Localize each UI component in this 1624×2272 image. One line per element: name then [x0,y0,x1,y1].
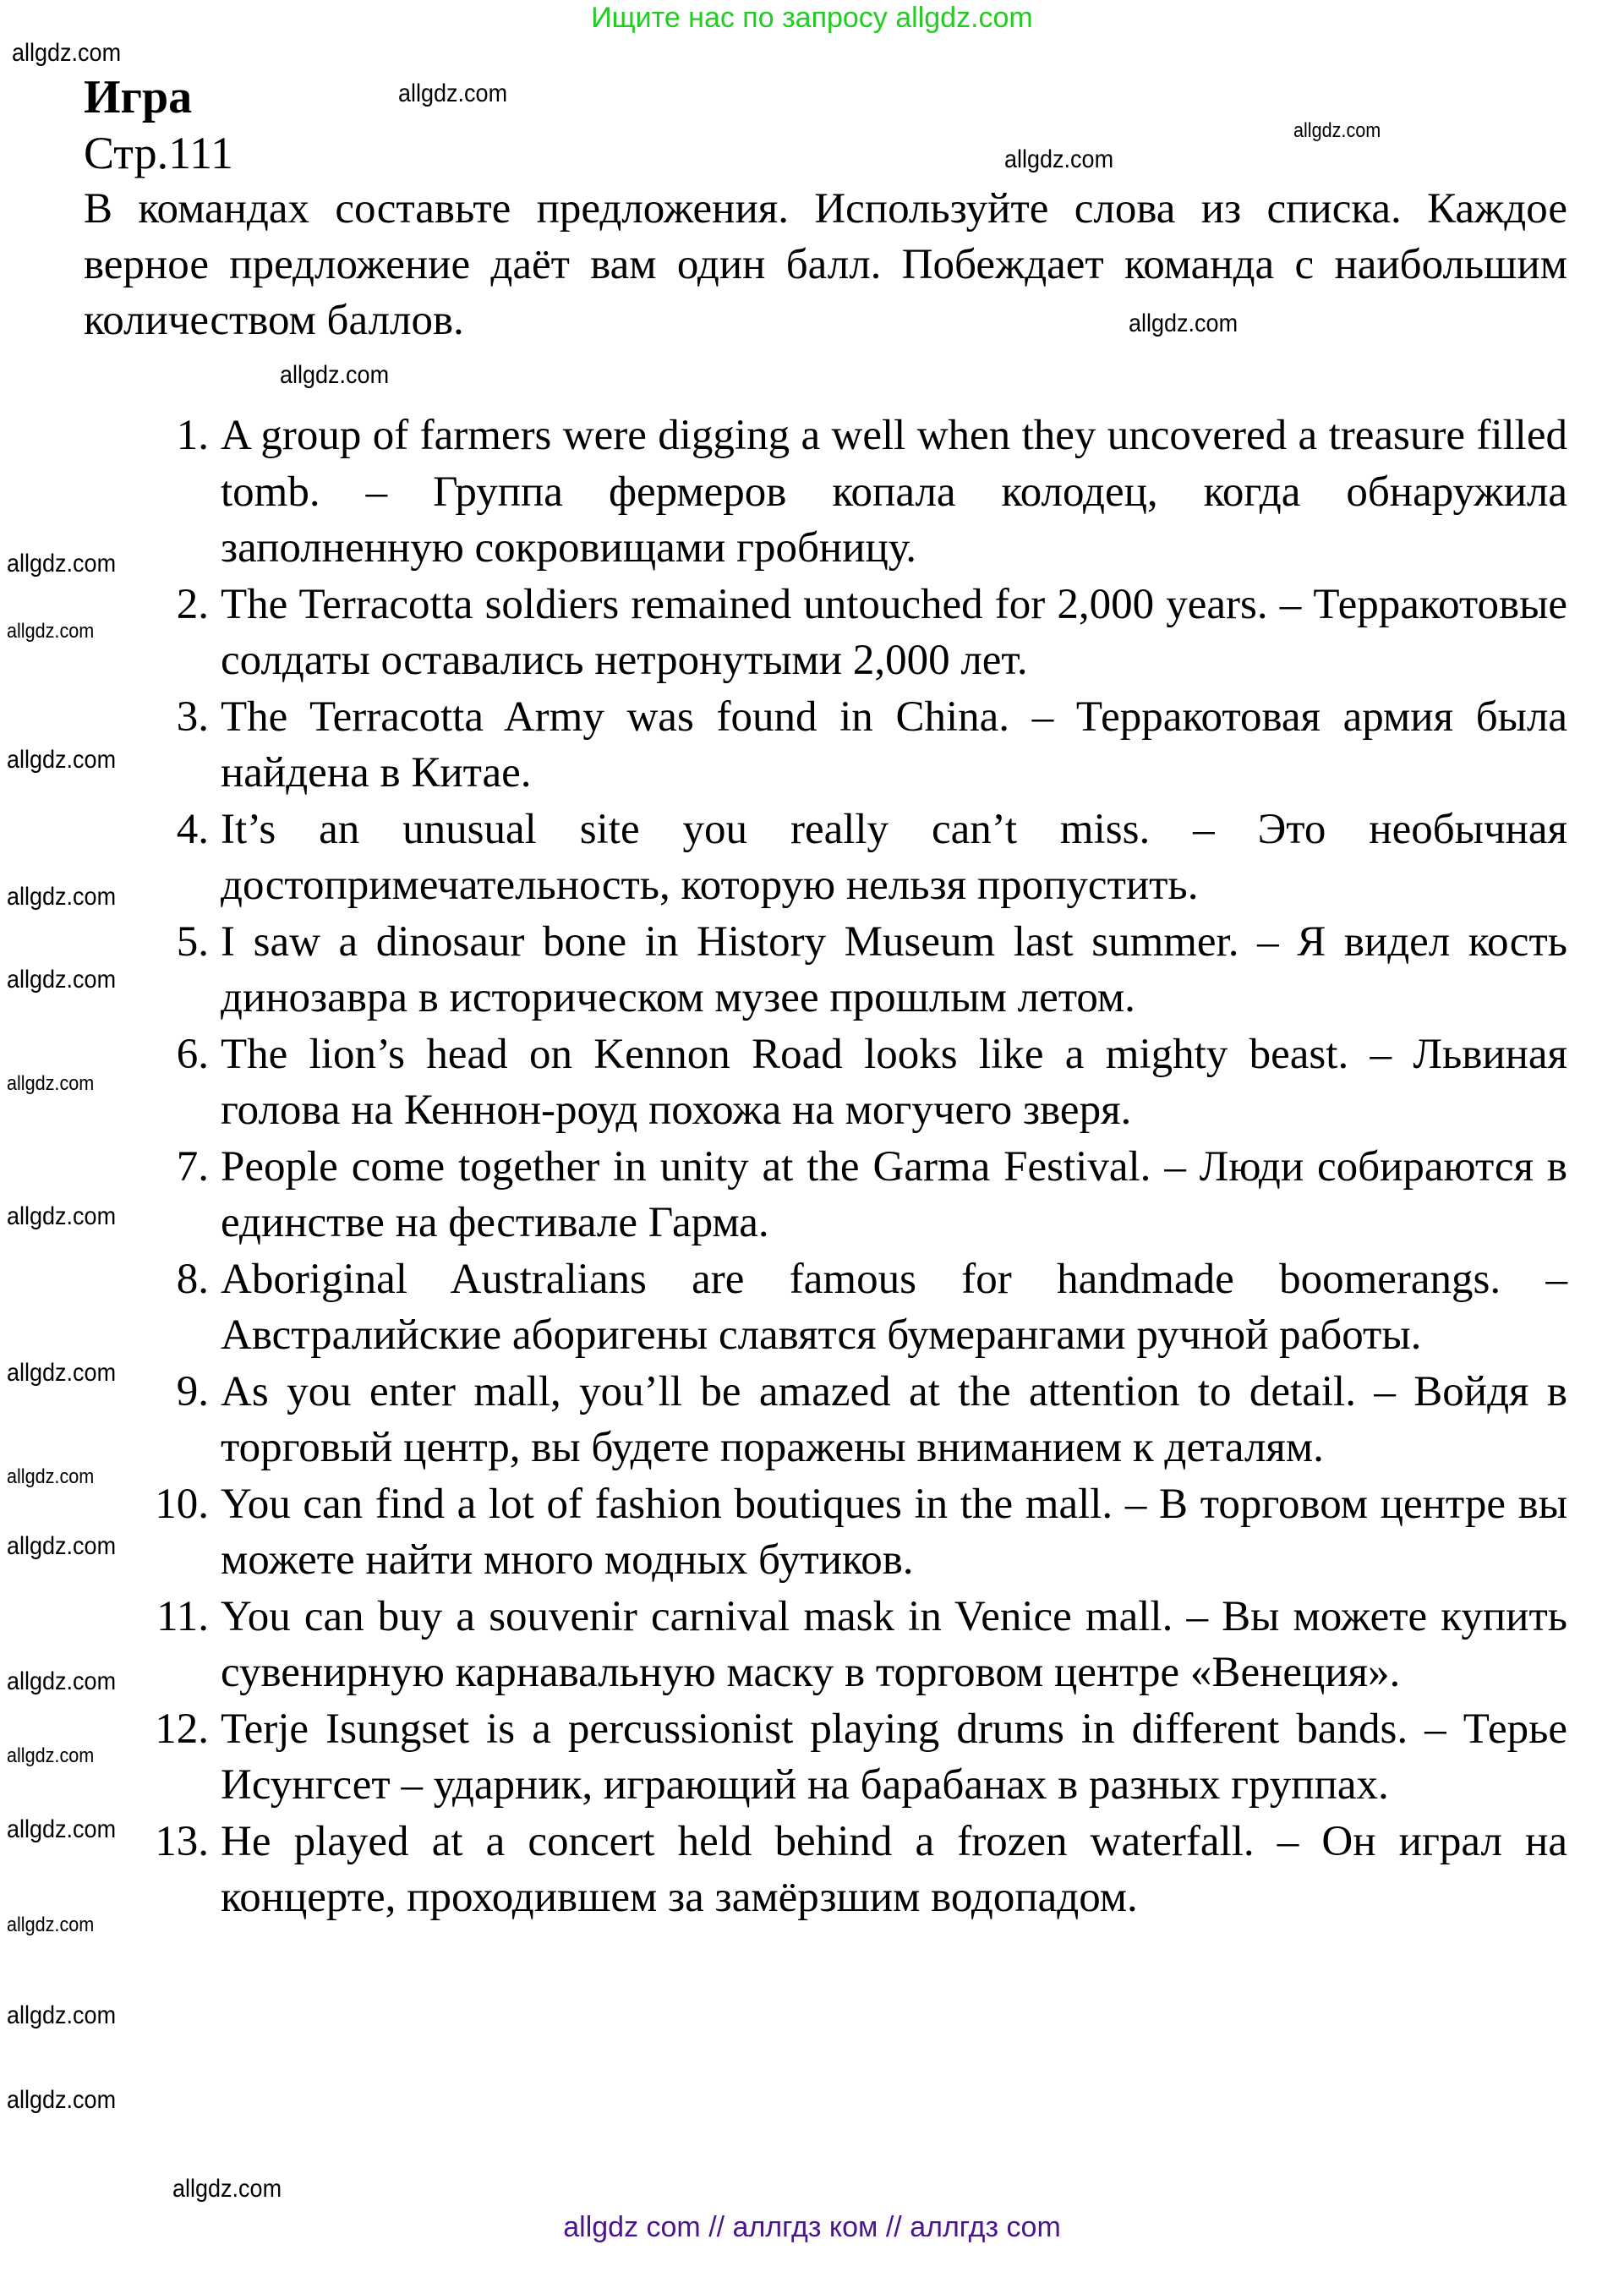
item-number: 1. [176,412,209,459]
item-text: It’s an unusual site you really can’t miss. – Это необычная достопримечательность, которую нельзя пропустить. [221,805,1567,909]
item-number: 3. [176,693,209,741]
list-item [84,577,1567,689]
watermark: allgdz.com [7,620,95,643]
item-text: People come together in unity at the Garma Festival. – Люди собираются в единстве на фестивале Гарма. [221,1142,1567,1246]
item-number: 8. [176,1255,209,1303]
watermark: allgdz.com [1004,145,1114,173]
watermark: allgdz.com [7,1072,95,1095]
item-text: I saw a dinosaur bone in History Museum last summer. – Я видел кость динозавра в историческом музее прошлым летом. [221,917,1567,1021]
item-text: A group of farmers were digging a well when they uncovered a treasure filled tomb. – Группа фермеров копала колодец, когда обнаружила заполненную сокровищами гробницу. [221,412,1567,572]
watermark: allgdz.com [7,1815,117,1843]
item-number: 4. [176,805,209,853]
list-item [84,1251,1567,1364]
watermark: allgdz.com [280,361,390,389]
list-item [84,914,1567,1027]
item-text: The lion’s head on Kennon Road looks like a mighty beast. – Львиная голова на Кеннон-роуд похожа на могучего зверя. [221,1030,1567,1134]
list-item [84,802,1567,914]
item-text: You can buy a souvenir carnival mask in Venice mall. – Вы можете купить сувенирную карнавальную маску в торговом центре «Венеция». [221,1592,1567,1696]
watermark: allgdz.com [7,966,117,994]
watermark: allgdz.com [7,1913,95,1936]
watermark: allgdz.com [1129,309,1239,337]
item-text: Terje Isungset is a percussionist playing drums in different bands. – Терье Исунгсет – ударник, играющий на барабанах в разных группах. [221,1705,1567,1809]
item-number: 10. [155,1480,209,1528]
document-body [84,69,1567,1926]
search-banner[interactable]: Ищите нас по запросу allgdz.com [591,2,1033,34]
item-number: 13. [155,1817,209,1865]
item-number: 6. [176,1030,209,1078]
item-number: 9. [176,1367,209,1415]
item-text: The Terracotta soldiers remained untouched for 2,000 years. – Терракотовые солдаты оставались нетронутыми 2,000 лет. [221,580,1567,684]
list-item [84,1814,1567,1926]
watermark: allgdz.com [7,2086,117,2114]
watermark: allgdz.com [7,550,117,578]
list-item [84,408,1567,577]
task-instructions: В командах составьте предложения. Используйте слова из списка. Каждое верное предложение даёт вам один балл. Побеждает команда с наибольшим количеством баллов. [84,185,1567,344]
item-number: 2. [176,580,209,628]
watermark: allgdz.com [7,1465,95,1488]
watermark: allgdz.com [398,79,508,107]
watermark: allgdz.com [7,1532,117,1560]
list-item [84,1139,1567,1251]
watermark: allgdz.com [7,1359,117,1387]
watermark: allgdz.com [7,1744,95,1767]
list-item [84,1476,1567,1589]
watermark: allgdz.com [172,2175,282,2203]
watermark: allgdz.com [7,1667,117,1695]
list-item [84,1589,1567,1701]
sentence-list [84,408,1567,1926]
list-item [84,1701,1567,1814]
watermark: allgdz.com [7,746,117,774]
item-number: 11. [156,1592,209,1640]
item-text: The Terracotta Army was found in China. – Терракотовая армия была найдена в Китае. [221,693,1567,797]
footer-banner[interactable]: allgdz com // аллгдз ком // аллгдз com [563,2211,1061,2243]
item-number: 7. [176,1142,209,1191]
watermark: allgdz.com [7,2001,117,2029]
item-text: You can find a lot of fashion boutiques in the mall. – В торговом центре вы можете найти много модных бутиков. [221,1480,1567,1584]
list-item [84,689,1567,802]
watermark: allgdz.com [7,1202,117,1230]
page-number: Стр.111 [84,128,234,178]
item-text: Aboriginal Australians are famous for handmade boomerangs. – Австралийские аборигены славятся бумерангами ручной работы. [221,1255,1567,1359]
watermark: allgdz.com [7,883,117,911]
page-title: Игра [84,71,193,123]
watermark: allgdz.com [1293,119,1381,142]
list-item [84,1027,1567,1139]
item-text: He played at a concert held behind a frozen waterfall. – Он играл на концерте, проходившем за замёрзшим водопадом. [221,1817,1567,1921]
item-text: As you enter mall, you’ll be amazed at the attention to detail. – Войдя в торговый центр, вы будете поражены вниманием к деталям. [221,1367,1567,1471]
item-number: 5. [176,917,209,966]
item-number: 12. [155,1705,209,1753]
list-item [84,1364,1567,1476]
watermark: allgdz.com [12,39,122,67]
